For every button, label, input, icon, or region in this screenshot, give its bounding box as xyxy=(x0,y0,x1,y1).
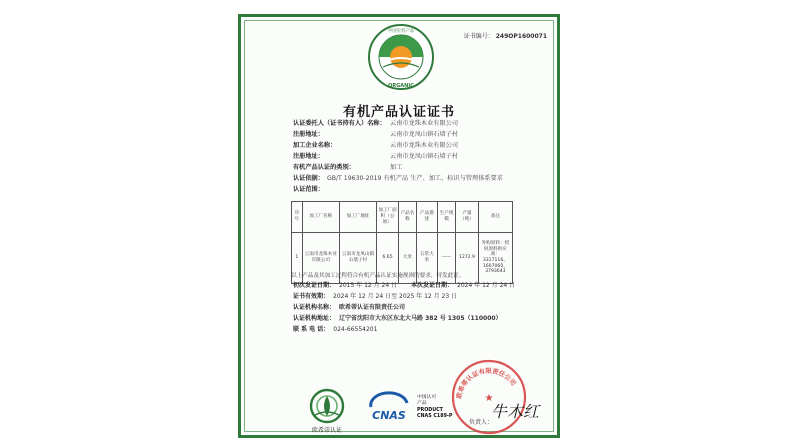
osti-emblem-icon xyxy=(307,387,347,425)
org-value: 辽宁省沈阳市大东区东北大马路 382 号 1305（110000） xyxy=(339,315,502,322)
org-label: 认证机构地址： xyxy=(293,315,336,322)
table-header: 产品名称 xyxy=(398,202,416,233)
field-label: 注册地址： xyxy=(293,153,324,160)
date-row xyxy=(293,291,457,300)
table-header: 加工厂名称 xyxy=(302,202,339,233)
org-row xyxy=(293,313,502,322)
date-label: 本次发证日期： xyxy=(411,282,454,289)
osti-logo-caption: 欧希蒂认证 xyxy=(311,427,342,434)
logo-top-text: 中国有机产品 xyxy=(387,29,415,34)
cnas-line: 中国认可 xyxy=(417,395,437,400)
table-cell: 1 xyxy=(292,233,303,284)
table-header: 产品描述 xyxy=(416,202,437,233)
field-label: 有机产品认证的类别： xyxy=(293,164,355,171)
field-row xyxy=(293,118,459,127)
field-value: 加工 xyxy=(390,164,403,171)
field-value: 云南市龙珠木业有限公司 xyxy=(390,120,459,127)
table-header: 序号 xyxy=(292,202,303,233)
field-label: 认证委托人（证书持有人）名称： xyxy=(293,120,386,127)
field-row xyxy=(293,129,459,138)
cnas-logo xyxy=(365,393,413,427)
certificate-number xyxy=(464,31,547,40)
basis-label: 认证依据： xyxy=(293,175,324,182)
organic-logo xyxy=(367,23,435,91)
certificate-number-value: 249OP1600071 xyxy=(495,33,547,40)
table-cell: 1272.9 xyxy=(456,233,479,284)
cnas-logo-text: CNAS xyxy=(372,409,406,422)
conformity-note: 以上产品及其加工过程符合有机产品认证实施规则的要求，特发此证。 xyxy=(291,273,465,279)
org-value: 欧希蒂认证有限责任公司 xyxy=(339,304,406,311)
table-header: 加工厂地址 xyxy=(339,202,376,233)
table-cell: 大米 xyxy=(398,233,416,284)
cnas-line: CNAS C189-P xyxy=(417,414,453,420)
table-cell: 6.65 xyxy=(377,233,399,284)
osti-logo xyxy=(307,387,347,435)
scope-label: 认证范围： xyxy=(293,186,324,193)
cnas-line: PRODUCT xyxy=(417,407,443,413)
table-cell: —— xyxy=(437,233,455,284)
logo-bottom-text: ORGANIC xyxy=(388,83,414,89)
basis-row xyxy=(293,173,503,182)
handwritten-signature xyxy=(489,387,540,427)
seal-star-icon: ★ xyxy=(484,393,494,404)
date-value: 2024 年 12 月 24 日 xyxy=(457,282,516,289)
signature-text: 牛木红 xyxy=(491,402,540,421)
date-value: 2024 年 12 月 24 日至 2025 年 12 月 23 日 xyxy=(333,293,458,300)
table-cell: 五常大米 xyxy=(416,233,437,284)
date-label: 初次发证日期： xyxy=(293,282,336,289)
field-row xyxy=(293,162,403,171)
basis-value: GB/T 19630-2019 有机产品 生产、加工、标识与管理体系要求 xyxy=(326,175,503,182)
certificate-title: 有机产品认证证书 xyxy=(342,105,455,120)
cnas-accreditation-text xyxy=(417,395,452,421)
field-value: 云南市龙凤山镇石墙子村 xyxy=(390,153,459,160)
date-label: 证书有效期： xyxy=(293,293,330,300)
seal-text: 欧希蒂认证有限责任公司 xyxy=(454,366,518,400)
table-header: 生产规模 xyxy=(437,202,455,233)
table-header: 产量（吨） xyxy=(456,202,479,233)
org-row xyxy=(293,302,405,311)
field-row xyxy=(293,140,459,149)
table-header-row xyxy=(292,202,513,233)
table-cell: 云南市龙珠木业有限公司 xyxy=(302,233,339,284)
table-cell: 外购原料：授权原料供应商：3317116、1607060、3793643 xyxy=(478,233,512,284)
date-value: 2015 年 12 月 24 日 xyxy=(339,282,398,289)
org-label: 联 系 电 话： xyxy=(293,326,330,333)
field-value: 云南市龙珠木业有限公司 xyxy=(390,142,459,149)
table-header: 备注 xyxy=(478,202,512,233)
date-row xyxy=(293,280,515,289)
field-row xyxy=(293,151,459,160)
table-cell: 云南市龙凤山镇石墙子村 xyxy=(339,233,376,284)
org-row xyxy=(293,324,377,333)
certificate-number-label: 证书编号： xyxy=(463,33,494,40)
scope-row xyxy=(293,184,324,193)
cnas-line: 产品 xyxy=(417,401,427,407)
certificate xyxy=(238,14,560,438)
org-value: 024-66554201 xyxy=(333,326,378,333)
table-header: 加工厂面积（公顷） xyxy=(377,202,399,233)
field-value: 云南市龙凤山镇石墙子村 xyxy=(390,131,459,138)
signer-label: 负责人： xyxy=(469,419,494,426)
org-label: 认证机构名称： xyxy=(293,304,336,311)
field-label: 加工企业名称： xyxy=(293,142,337,149)
field-label: 注册地址： xyxy=(293,131,324,138)
